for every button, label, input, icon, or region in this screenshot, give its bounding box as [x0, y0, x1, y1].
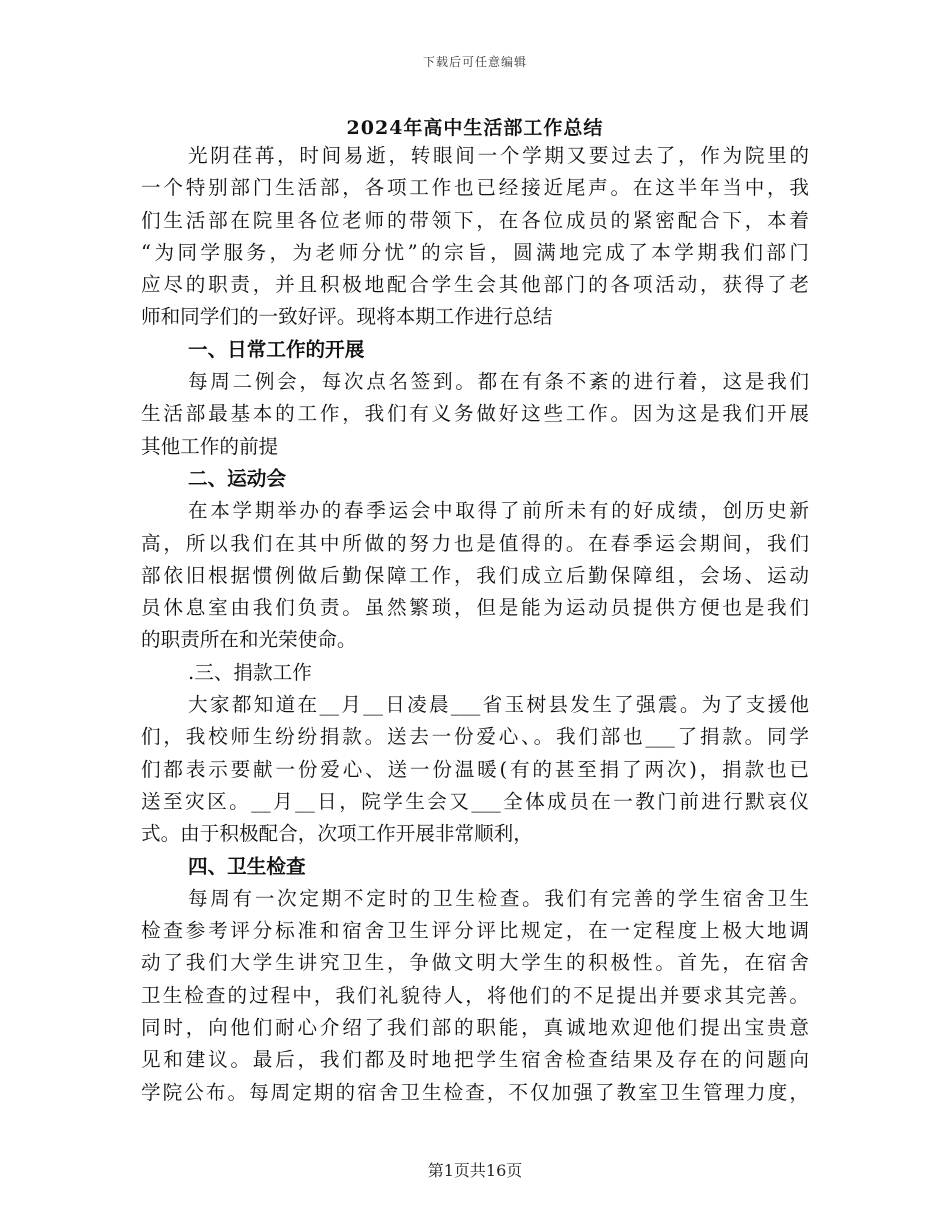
- paragraph-line: 高，所以我们在其中所做的努力也是值得的。在春季运会期间，我们: [141, 531, 809, 555]
- paragraph-line: 每周有一次定期不定时的卫生检查。我们有完善的学生宿舍卫生: [188, 886, 809, 910]
- paragraph-line: 光阴荏苒，时间易逝，转眼间一个学期又要过去了，作为院里的: [188, 144, 809, 167]
- page-header: 下载后可任意编辑: [422, 55, 527, 69]
- paragraph-line: 生活部最基本的工作，我们有义务做好这些工作。因为这是我们开展: [141, 402, 809, 426]
- document-body: [141, 140, 809, 1109]
- paragraph-line: 大家都知道在__月__日凌晨___省玉树县发生了强震。为了支援他: [188, 693, 809, 717]
- paragraph-line: 部依旧根据惯例做后勤保障工作，我们成立后勤保障组，会场、运动: [141, 563, 809, 587]
- paragraph-line: 们，我校师生纷纷捐款。送去一份爱心、。我们部也___了捐款。同学: [141, 725, 809, 749]
- paragraph-line: 检查参考评分标准和宿舍卫生评分评比规定，在一定程度上极大地调: [141, 919, 809, 943]
- paragraph-line: 的职责所在和光荣使命。: [141, 628, 357, 652]
- section-heading: 四、卫生检查: [188, 854, 306, 878]
- paragraph-line: 其他工作的前提: [141, 434, 279, 458]
- paragraph-line: 学院公布。每周定期的宿舍卫生检查，不仅加强了教室卫生管理力度，: [141, 1080, 809, 1104]
- paragraph-line: 动了我们大学生讲究卫生，争做文明大学生的积极性。首先，在宿舍: [141, 951, 809, 975]
- paragraph-line: 同时，向他们耐心介绍了我们部的职能，真诚地欢迎他们提出宝贵意: [141, 1016, 809, 1040]
- paragraph-line: 一个特别部门生活部，各项工作也已经接近尾声。在这半年当中，我: [141, 176, 809, 200]
- section-heading: 二、运动会: [188, 466, 286, 490]
- paragraph-line: 送至灾区。__月__日，院学生会又___全体成员在一教门前进行默哀仪: [141, 789, 809, 813]
- paragraph-line: 师和同学们的一致好评。现将本期工作进行总结: [141, 305, 553, 329]
- paragraph-line: 式。由于积极配合，次项工作开展非常顺利，: [141, 822, 533, 846]
- paragraph-line: 在本学期举办的春季运会中取得了前所未有的好成绩，创历史新: [188, 499, 809, 523]
- paragraph-line: 们生活部在院里各位老师的带领下，在各位成员的紧密配合下，本着: [141, 208, 809, 232]
- section-heading: .三、捐款工作: [188, 660, 312, 684]
- paragraph-line: 见和建议。最后，我们都及时地把学生宿舍检查结果及存在的问题向: [141, 1048, 809, 1072]
- paragraph-line: 员休息室由我们负责。虽然繁琐，但是能为运动员提供方便也是我们: [141, 596, 809, 620]
- paragraph-line: “为同学服务，为老师分忧”的宗旨，圆满地完成了本学期我们部门: [141, 240, 809, 264]
- paragraph-line: 卫生检查的过程中，我们礼貌待人，将他们的不足提出并要求其完善。: [141, 983, 809, 1007]
- paragraph-line: 应尽的职责，并且积极地配合学生会其他部门的各项活动，获得了老: [141, 273, 809, 297]
- paragraph-line: 每周二例会，每次点名签到。都在有条不紊的进行着，这是我们: [188, 370, 809, 394]
- section-heading: 一、日常工作的开展: [188, 337, 365, 361]
- paragraph-line: 们都表示要献一份爱心、送一份温暖(有的甚至捐了两次)，捐款也已: [141, 757, 809, 781]
- document-title: 2024年高中生活部工作总结: [346, 117, 604, 139]
- page-number-footer: 第1页共16页: [427, 1161, 523, 1180]
